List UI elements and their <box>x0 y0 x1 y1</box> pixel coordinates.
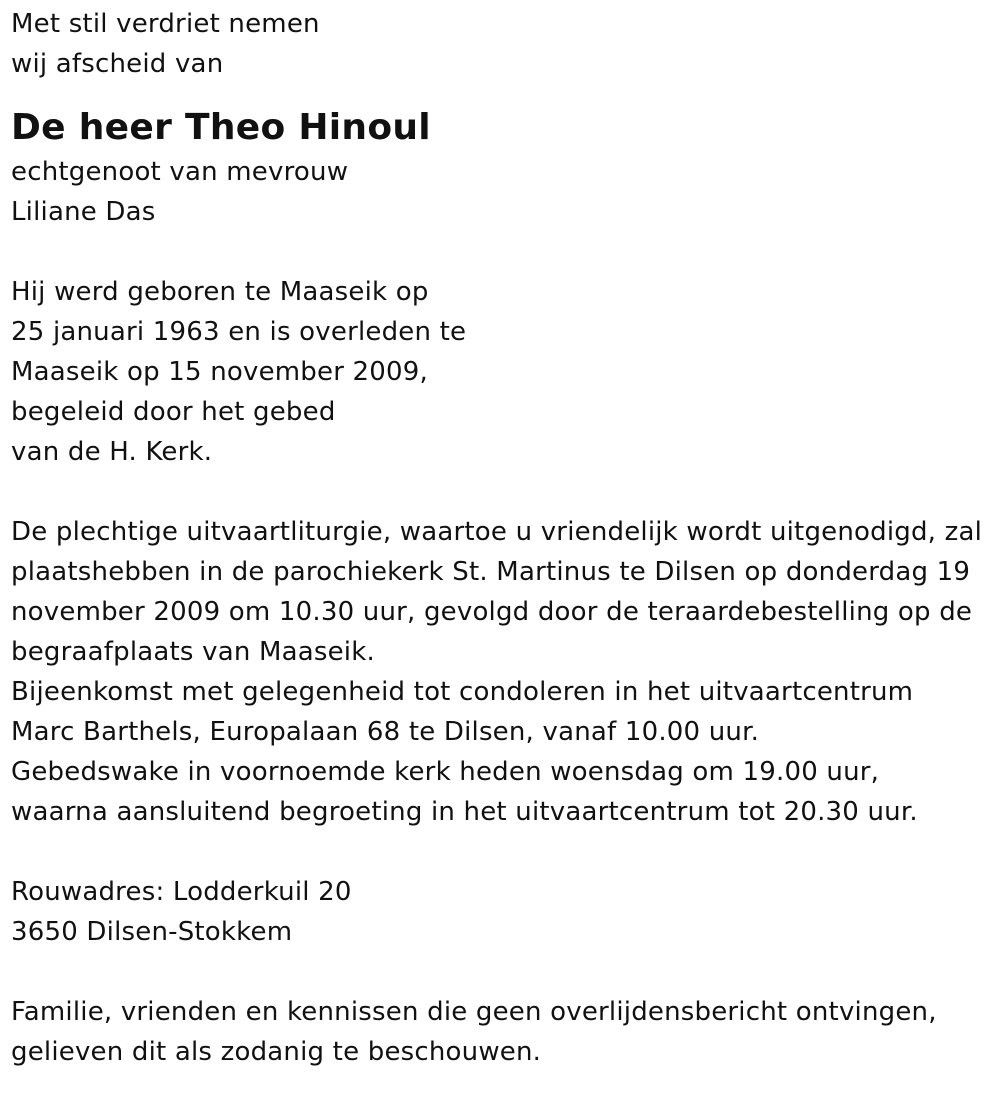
funeral-line: plaatshebben in de parochiekerk St. Martinus te Dilsen op donderdag 19 <box>11 557 971 587</box>
spouse-line-1: echtgenoot van mevrouw <box>11 157 349 187</box>
birth-death-line: Maaseik op 15 november 2009, <box>11 357 428 387</box>
death-notice <box>11 4 996 1072</box>
spacer <box>11 84 996 104</box>
funeral-line: De plechtige uitvaartliturgie, waartoe u vriendelijk wordt uitgenodigd, zal <box>11 517 983 547</box>
birth-death-line: begeleid door het gebed <box>11 397 336 427</box>
address-line-2: 3650 Dilsen-Stokkem <box>11 917 293 947</box>
funeral-line: Gebedswake in voornoemde kerk heden woensdag om 19.00 uur, <box>11 757 880 787</box>
funeral-line: waarna aansluitend begroeting in het uitvaartcentrum tot 20.30 uur. <box>11 797 918 827</box>
funeral-line: Marc Barthels, Europalaan 68 te Dilsen, vanaf 10.00 uur. <box>11 717 760 747</box>
intro-line-1: Met stil verdriet nemen <box>11 9 320 39</box>
intro-line-2: wij afscheid van <box>11 49 224 79</box>
closing-line-2: gelieven dit als zodanig te beschouwen. <box>11 1037 542 1067</box>
birth-death-line: 25 januari 1963 en is overleden te <box>11 317 467 347</box>
funeral-line: Bijeenkomst met gelegenheid tot condoleren in het uitvaartcentrum <box>11 677 914 707</box>
deceased-name: De heer Theo Hinoul <box>11 107 431 148</box>
birth-death-line: van de H. Kerk. <box>11 437 213 467</box>
birth-death-line: Hij werd geboren te Maaseik op <box>11 277 429 307</box>
address-line-1: Rouwadres: Lodderkuil 20 <box>11 877 352 907</box>
spouse-line-2: Liliane Das <box>11 197 156 227</box>
funeral-line: begraafplaats van Maaseik. <box>11 637 375 667</box>
spacer <box>11 472 996 512</box>
spacer <box>11 832 996 872</box>
spacer <box>11 232 996 272</box>
spacer <box>11 952 996 992</box>
closing-line-1: Familie, vrienden en kennissen die geen overlijdensbericht ontvingen, <box>11 997 937 1027</box>
funeral-line: november 2009 om 10.30 uur, gevolgd door de teraardebestelling op de <box>11 597 973 627</box>
